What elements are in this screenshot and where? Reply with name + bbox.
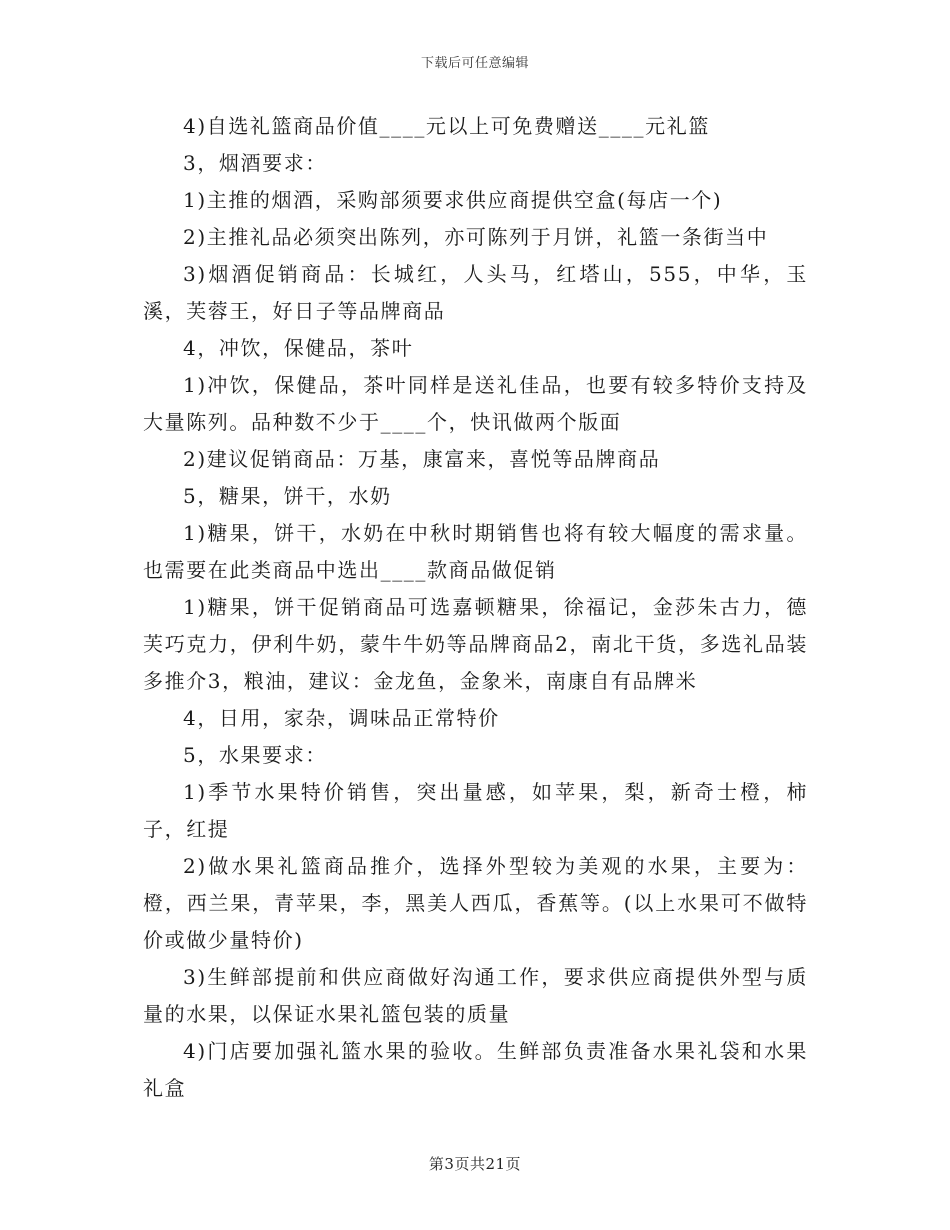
section-heading-fruit: 5，水果要求： — [183, 743, 327, 767]
section-heading-tobacco-alcohol: 3，烟酒要求： — [183, 151, 327, 175]
section-heading-drinks-health-tea: 4，冲饮，保健品，茶叶 — [183, 336, 414, 360]
paragraph-fruit-inspection: 4)门店要加强礼篮水果的验收。生鲜部负责准备水果礼袋和水果礼盒 — [143, 1039, 808, 1100]
paragraph-seasonal-fruit: 1)季节水果特价销售，突出量感，如苹果，梨，新奇士橙，柿子，红提 — [143, 780, 808, 841]
section-heading-candy-biscuit-milk: 5，糖果，饼干，水奶 — [183, 484, 392, 508]
paragraph-empty-box: 1)主推的烟酒，采购部须要求供应商提供空盒(每店一个) — [183, 188, 723, 212]
section-heading-daily-goods: 4，日用，家杂，调味品正常特价 — [183, 706, 500, 730]
document-body — [143, 108, 808, 1107]
page-number: 第3页共21页 — [428, 1155, 522, 1173]
paragraph-display: 2)主推礼品必须突出陈列，亦可陈列于月饼，礼篮一条街当中 — [183, 225, 769, 249]
paragraph-gift-basket-value: 4)自选礼篮商品价值____元以上可免费赠送____元礼篮 — [183, 114, 710, 138]
paragraph-tobacco-brands: 3)烟酒促销商品：长城红，人头马，红塔山，555，中华，玉溪，芙蓉王，好日子等品牌商品 — [143, 262, 808, 323]
paragraph-supplier-communication: 3)生鲜部提前和供应商做好沟通工作，要求供应商提供外型与质量的水果，以保证水果礼篮包装的质量 — [143, 965, 808, 1026]
paragraph-drinks-gift: 1)冲饮，保健品，茶叶同样是送礼佳品，也要有较多特价支持及大量陈列。品种数不少于____个，快讯做两个版面 — [143, 373, 808, 434]
paragraph-candy-brands: 1)糖果，饼干促销商品可选嘉顿糖果，徐福记，金莎朱古力，德芙巧克力，伊利牛奶，蒙牛牛奶等品牌商品2，南北干货，多选礼品装多推介3，粮油，建议：金龙鱼，金象米，南康自有品牌米 — [143, 595, 808, 693]
paragraph-fruit-basket: 2)做水果礼篮商品推介，选择外型较为美观的水果，主要为：橙，西兰果，青苹果，李，黑美人西瓜，香蕉等。(以上水果可不做特价或做少量特价) — [143, 854, 808, 952]
paragraph-drinks-brands: 2)建议促销商品：万基，康富来，喜悦等品牌商品 — [183, 447, 661, 471]
paragraph-candy-demand: 1)糖果，饼干，水奶在中秋时期销售也将有较大幅度的需求量。也需要在此类商品中选出____款商品做促销 — [143, 521, 808, 582]
page-header-note: 下载后可任意编辑 — [420, 56, 529, 71]
